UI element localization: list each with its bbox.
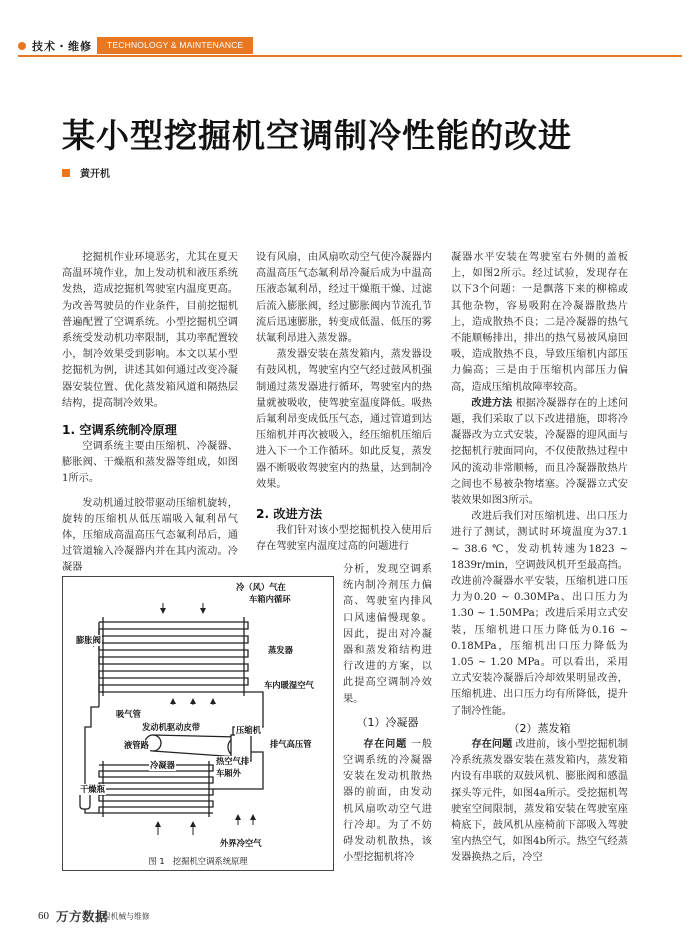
label-liquid-pipe: 液管路 [124,740,149,750]
label-return-air-2: 车箱内循环 [249,594,291,604]
label-discharge-pipe: 排气高压管 [270,739,312,749]
problem-label: 存在问题 [471,738,513,750]
column-2 [256,250,432,555]
paragraph: 发动机通过胶带驱动压缩机旋转，旋转的压缩机从低压端吸入氟利昂气体，压缩成高温高压气态氟利昂后，通过管道输入冷凝器内并在其内流动。冷凝器 [62,497,238,574]
figure-1 [62,576,334,871]
paragraph: 凝器水平安装在驾驶室右外侧的盖板上，如图2所示。经过试验，发现存在以下3个问题：一是飘落下来的柳棉或其他杂物，容易吸附在冷凝器散热片上，造成散热不良；二是冷凝器的热气不能顺畅排出，排出的热气易被风扇回吸，造成散热不良，导致压缩机内部压力偏高；三是由于压缩机内部压力偏高，造成压缩机故障率较高。 [451,252,628,393]
paragraph: 改进后我们对压缩机进、出口压力进行了测试，测试时环境温度为37.1 ~ 38.6 ℃，发动机转速为1823 ~ 1839r/min，空调鼓风机开至最高挡。改进前冷凝器水平安装，压缩机进口压力为0.20 ~ 0.30MPa、出口压力为1.30 ~ 1.50MPa；改进后采用立式安装，压缩机进口压力降低为0.16 ~ 0.18MPa，压缩机出口压力降低为1.05 ~ 1.20 MPa。可以看出，采用立式安装冷凝器后冷却效果明显改善，压缩机进、出口压力均有所降低，提升了制冷性能。 [451,511,628,717]
method-label: 改进方法 [471,397,513,409]
paragraph: 根据冷凝器存在的上述问题，我们采取了以下改进措施，即将冷凝器改为立式安装，冷凝器的迎风面与挖掘机行驶面同向，不仅使散热过程中风的流动非常顺畅，而且冷凝器散热片之间也不易被杂物堵塞。冷凝器立式安装效果如图3所示。 [451,397,629,507]
subsection-heading-condenser: （1）冷凝器 [356,715,419,729]
label-return-air: 冷（风）气在 [236,582,286,592]
paragraph: 一般空调系统的冷凝器安装在发动机散热器的前面，由发动机风扇吹动空气进行冷却。为了不妨碍发动机散热，该小型挖掘机将冷 [343,738,433,864]
figure-caption: 图 1 挖掘机空调系统原理 [148,856,248,866]
section-heading-2: 2. 改进方法 [256,507,323,522]
label-compressor: 压缩机 [236,725,261,735]
header-rule [18,55,682,57]
paragraph: 蒸发器安装在蒸发箱内，蒸发器设有鼓风机，驾驶室内空气经过鼓风机强制通过蒸发器进行循环，驾驶室内的热量就被吸收，使驾驶室温度降低。吸热后氟利昂变成低压气态，通过管道到达压缩机并再次被吸入，经压缩机压缩后进入下一个工作循环。如此反复，蒸发器不断吸收驾驶室内的热量，达到制冷效果。 [256,349,432,490]
section-name: 技术・维修 [32,40,92,53]
journal-name: 工程机械与维修 [95,912,150,921]
page-number: 60 [38,910,49,922]
label-belt: 发动机驱动皮带 [142,722,201,732]
section-dot-icon [18,42,26,50]
label-outside-air: 外界冷空气 [220,838,262,848]
section-heading-1: 1. 空调系统制冷原理 [62,423,177,438]
label-expansion-valve: 膨胀阀 [76,635,101,645]
column-2-narrow [343,562,432,866]
paragraph: 空调系统主要由压缩机、冷凝器、膨胀阀、干燥瓶和蒸发器等组成，如图1所示。 [62,441,238,485]
column-1 [62,250,238,577]
paragraph: 改进前，该小型挖掘机制冷系统蒸发器安装在蒸发箱内，蒸发箱内设有串联的双鼓风机、膨胀阀和感温探头等元件，如图4a所示。受挖掘机驾驶室空间限制，蒸发箱安装在驾驶室座椅底下，鼓风机从座椅前下部吸入驾驶室内热空气，如图4b所示。热空气经蒸发器换热之后，冷空 [451,738,629,864]
label-dryer: 干燥瓶 [80,784,105,794]
article-author: 黄开机 [80,169,110,180]
label-evaporator: 蒸发器 [268,645,293,655]
evaporator-coil [99,617,248,696]
label-hot-exhaust-2: 车厢外 [216,768,241,778]
article-title: 某小型挖掘机空调制冷性能的改进 [62,116,572,155]
column-3 [451,250,628,867]
paragraph: 设有风扇，由风扇吹动空气使冷凝器内高温高压气态氟利昂冷凝后成为中温高压液态氟利昂，经过干燥瓶干燥、过滤后流入膨胀阀，经过膨胀阀内节流孔节流后迅速膨胀，转变成低温、低压的雾状氟利昂进入蒸发器。 [256,252,432,345]
subsection-heading-evaporator: （2）蒸发箱 [508,721,571,735]
author-marker-icon [62,169,70,177]
label-condenser: 冷凝器 [150,760,175,770]
page-header [0,0,700,60]
problem-label: 存在问题 [363,738,407,750]
paragraph-intro: 挖掘机作业环境恶劣，尤其在夏天高温环境作业，加上发动机和液压系统发热，造成挖掘机驾驶室内温度更高。为改善驾驶员的作业条件，目前挖掘机普遍配置了空调系统。小型挖掘机空调系统受发动机功率限制，其功率配置较小，制冷效果受到影响。本文以某小型挖掘机为例，讲述其如何通过改变冷凝器安装位置、优化蒸发箱风道和隔热层结构，提高制冷效果。 [62,252,238,409]
publisher-brand: 万方数据 [56,909,109,924]
paragraph: 我们针对该小型挖掘机投入使用后存在驾驶室内温度过高的问题进行 [256,525,432,553]
label-suction-pipe: 吸气管 [116,709,141,719]
label-hot-exhaust: 热空气排 [216,756,250,766]
section-tag: TECHNOLOGY & MAINTENANCE [97,37,253,54]
label-cabin-air: 车内暖湿空气 [264,680,314,690]
paragraph: 分析，发现空调系统内制冷剂压力偏高、驾驶室内排风口风速偏慢现象。因此，提出对冷凝器和蒸发箱结构进行改进的方案，以此提高空调制冷效果。 [343,564,432,705]
